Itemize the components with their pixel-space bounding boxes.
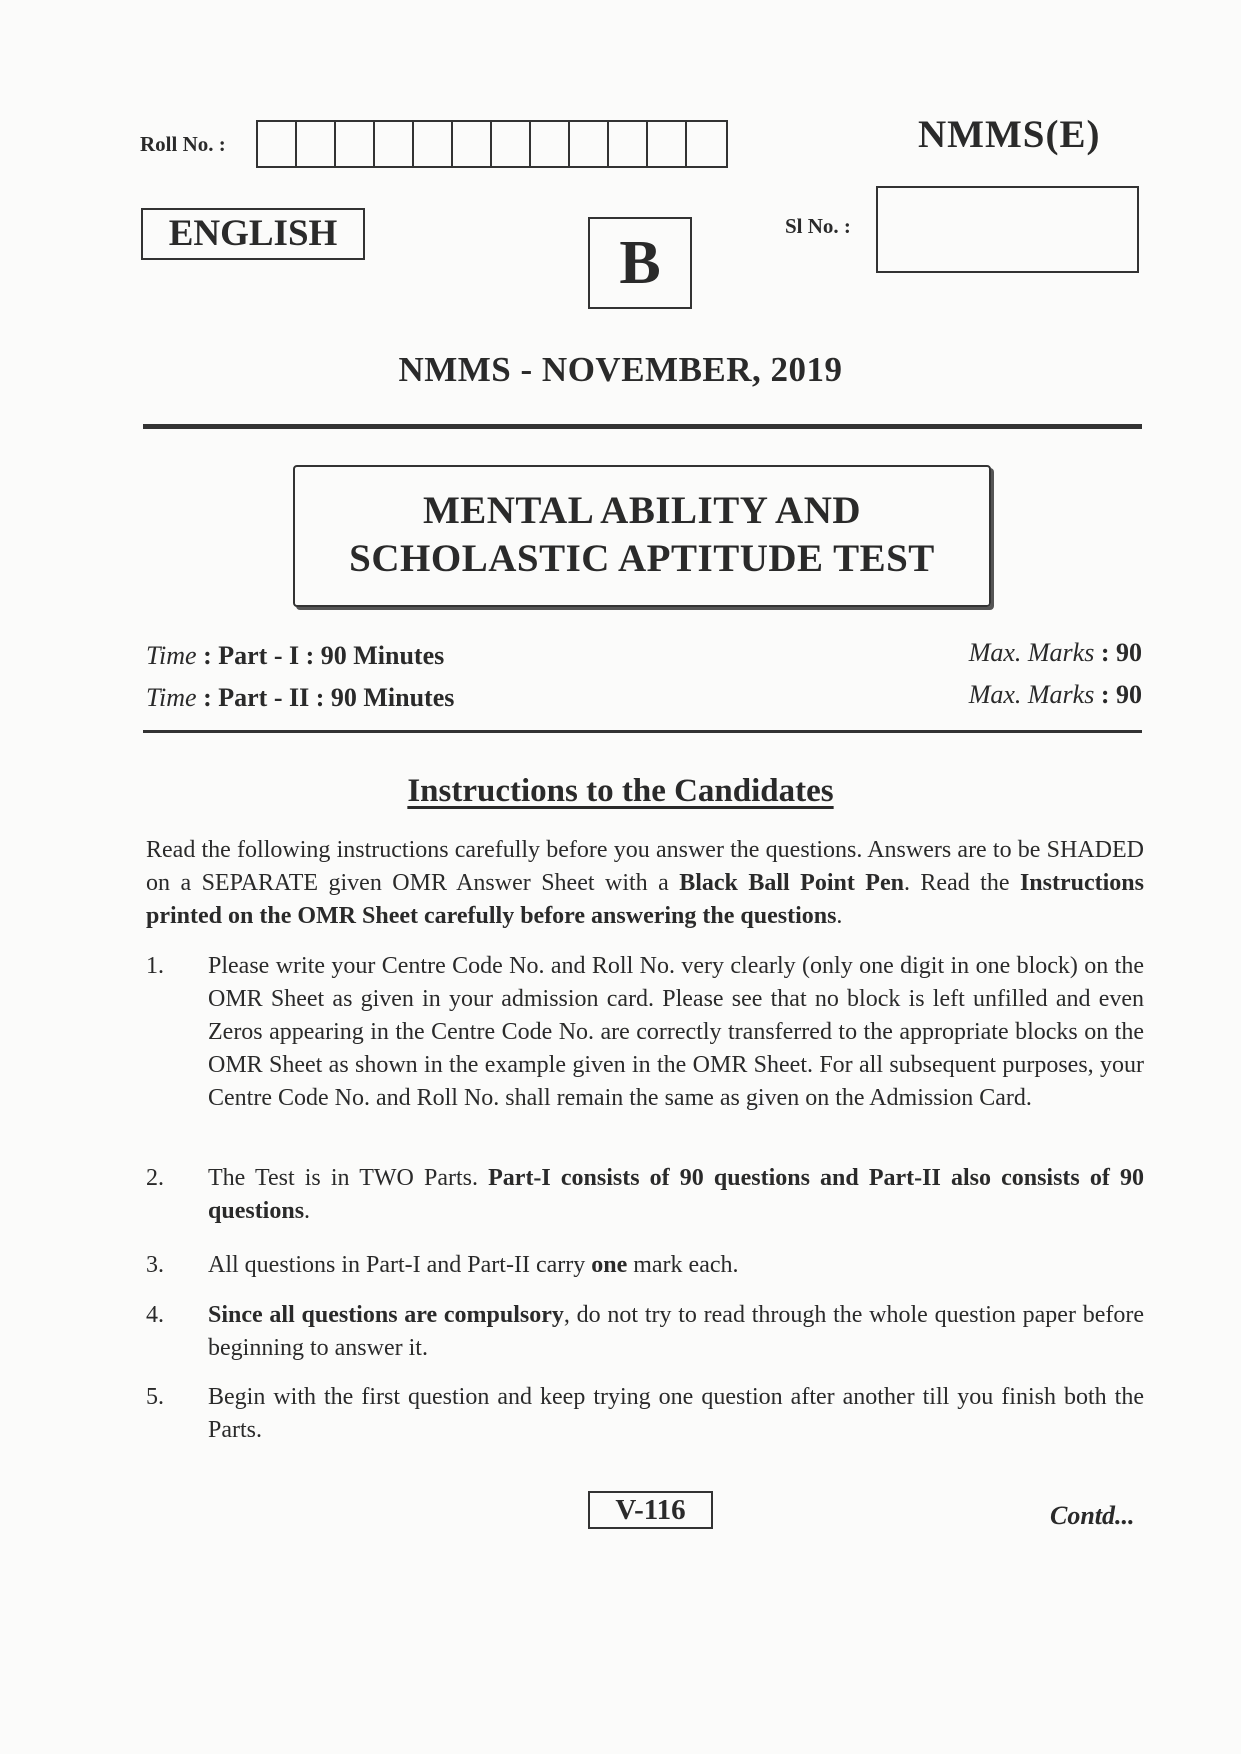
roll-number-digit-box bbox=[531, 122, 570, 166]
serial-number-box bbox=[876, 186, 1139, 273]
item-number: 2. bbox=[146, 1165, 164, 1191]
instructions-intro: Read the following instructions carefully before you answer the questions. Answers are to be SHADED on a SEPARATE given OMR Answer Sheet with a Black Ball Point Pen. Read the Instructions printed on the OMR Sheet carefully before answering the questions. bbox=[146, 837, 1144, 929]
roll-number-digit-box bbox=[453, 122, 492, 166]
instruction-item-4 bbox=[146, 1299, 1144, 1365]
max-marks-part-1: Max. Marks : 90 bbox=[968, 638, 1142, 667]
roll-number-digit-box bbox=[648, 122, 687, 166]
item-text: All questions in Part-I and Part-II carry one mark each. bbox=[208, 1252, 739, 1278]
max-marks-part-2: Max. Marks : 90 bbox=[968, 680, 1142, 709]
item-number: 3. bbox=[146, 1252, 164, 1278]
test-title-box bbox=[293, 465, 991, 607]
test-title-line-2: SCHOLASTIC APTITUDE TEST bbox=[349, 537, 935, 580]
continued-label: Contd... bbox=[1050, 1501, 1135, 1530]
instruction-item-2 bbox=[146, 1162, 1144, 1228]
roll-number-digit-box bbox=[570, 122, 609, 166]
exam-code: NMMS(E) bbox=[918, 113, 1101, 156]
instruction-item-3 bbox=[146, 1249, 1144, 1282]
item-text: Since all questions are compulsory, do not try to read through the whole question paper before beginning to answer it. bbox=[208, 1302, 1144, 1361]
item-number: 4. bbox=[146, 1302, 164, 1328]
roll-number-boxes bbox=[256, 120, 728, 168]
exam-title: NMMS - NOVEMBER, 2019 bbox=[398, 350, 843, 389]
item-text: Begin with the first question and keep trying one question after another till you finish both the Parts. bbox=[208, 1384, 1144, 1443]
roll-number-digit-box bbox=[258, 122, 297, 166]
roll-number-digit-box bbox=[687, 122, 726, 166]
time-part-2: Time : Part - II : 90 Minutes bbox=[146, 683, 455, 712]
language-box: ENGLISH bbox=[141, 208, 365, 260]
instruction-item-1 bbox=[146, 950, 1144, 1115]
roll-number-digit-box bbox=[297, 122, 336, 166]
test-title-line-1: MENTAL ABILITY AND bbox=[422, 489, 862, 532]
roll-number-digit-box bbox=[414, 122, 453, 166]
roll-number-digit-box bbox=[375, 122, 414, 166]
divider-thin bbox=[143, 730, 1142, 733]
item-text: Please write your Centre Code No. and Roll No. very clearly (only one digit in one block) on the OMR Sheet as given in your admission card. Please see that no block is left unfilled and even Zeros appearing in the Centre Code No. are correctly transferred to the appropriate blocks on the OMR Sheet as shown in the example given in the OMR Sheet. For all subsequent purposes, your Centre Code No. and Roll No. shall remain the same as given on the Admission Card. bbox=[208, 953, 1144, 1111]
instruction-item-5 bbox=[146, 1381, 1144, 1447]
item-number: 1. bbox=[146, 953, 164, 979]
time-part-1: Time : Part - I : 90 Minutes bbox=[146, 641, 445, 670]
roll-number-digit-box bbox=[609, 122, 648, 166]
instructions-heading: Instructions to the Candidates bbox=[407, 773, 834, 809]
booklet-set-box: B bbox=[588, 217, 692, 309]
roll-number-label: Roll No. : bbox=[140, 132, 226, 156]
page-code-box: V-116 bbox=[588, 1491, 713, 1529]
item-number: 5. bbox=[146, 1384, 164, 1410]
roll-number-digit-box bbox=[336, 122, 375, 166]
serial-number-label: Sl No. : bbox=[785, 214, 851, 238]
item-text: The Test is in TWO Parts. Part-I consists of 90 questions and Part-II also consists of 90 questions. bbox=[208, 1165, 1144, 1224]
roll-number-digit-box bbox=[492, 122, 531, 166]
divider-thick bbox=[143, 424, 1142, 429]
